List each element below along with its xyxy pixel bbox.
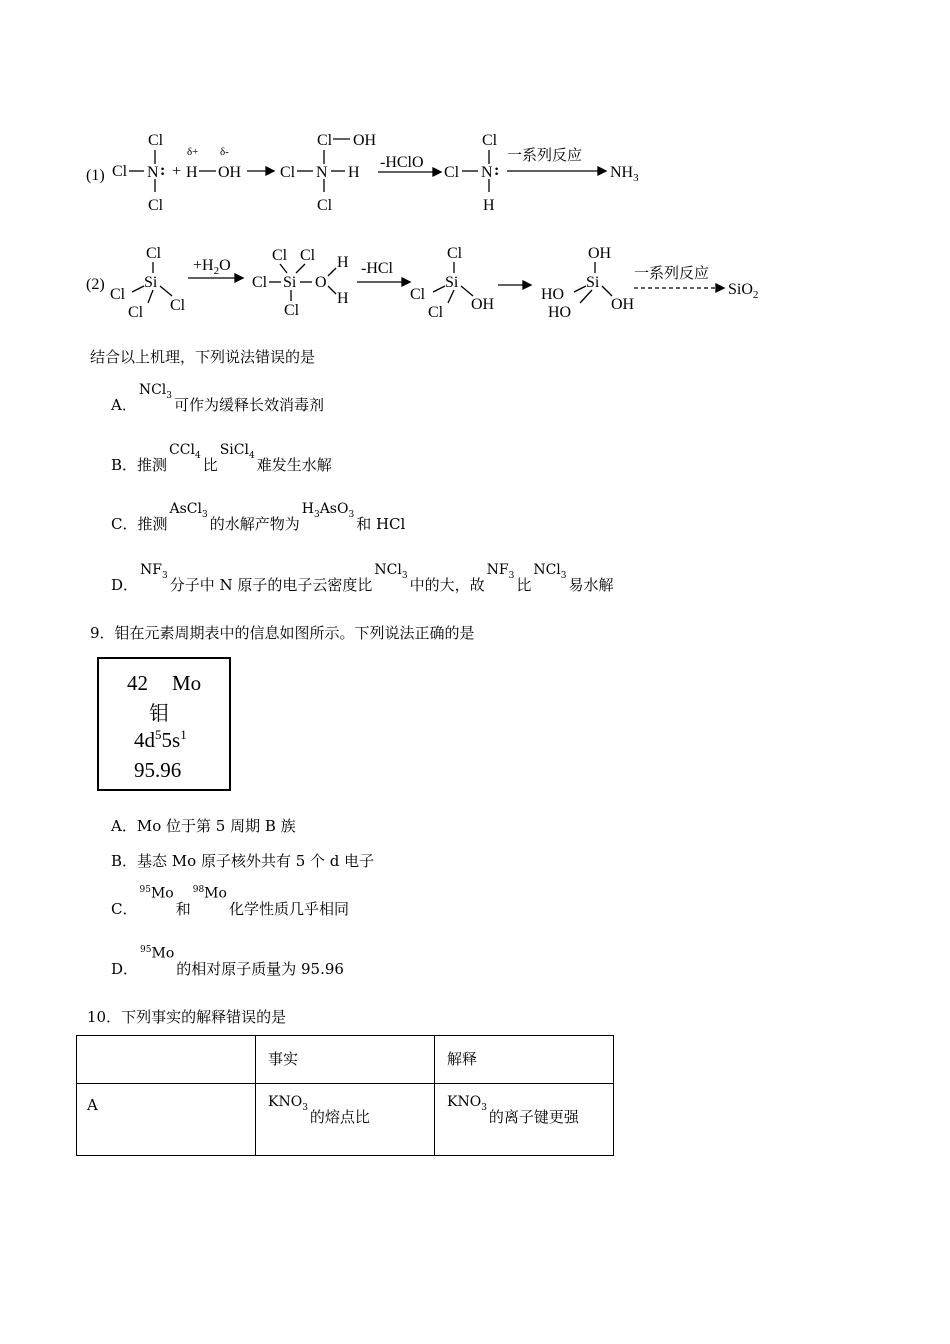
svg-text:H: H [337,254,349,271]
formula-ascl3: AsCl$_3$ [169,501,208,520]
svg-text:Cl: Cl [128,304,144,321]
svg-text:δ-: δ- [220,146,229,158]
svg-text:Cl: Cl [170,297,186,314]
q10-stem: 10．下列事实的解释错误的是 [87,1008,287,1026]
formula-sicl4: SiCl$_4$ [219,442,255,461]
svg-text:Cl: Cl [110,286,126,303]
svg-text:Cl: Cl [112,163,128,180]
q8-option-c[interactable]: C．推测AsCl$_3$的水解产物为$H_3AsO_3$和 HCl [111,501,406,533]
svg-text:N: N [316,164,328,181]
svg-text:Cl: Cl [447,245,463,262]
formula-nf3: $NF_3$ [486,562,515,581]
isotope-mo-98: $^{98}$Mo [192,885,227,902]
svg-text:Cl: Cl [444,164,460,181]
nh3-product: $NH_3$ [610,164,639,184]
formula-nf3: $NF_3$ [140,562,168,581]
svg-text:OH: OH [611,296,635,313]
formula-ncl3: NCl$_3$ [533,562,567,581]
formula-ncl3: NCl$_3$ [138,382,173,401]
q9-option-a[interactable]: A．Mo 位于第 5 周期 B 族 [111,817,296,835]
svg-text:H: H [186,164,198,181]
table-header-row [77,1036,614,1084]
svg-text:N: N [481,164,493,181]
svg-text:Cl: Cl [284,302,300,319]
svg-text:Cl: Cl [317,132,333,149]
electron-config: $4d^55s^1$ [134,727,187,752]
q9-option-d[interactable]: D．$^{95}$Mo的相对原子质量为 95.96 [111,945,344,978]
formula-ccl4: CCl$_4$ [169,442,201,461]
atomic-number: 42 [127,671,148,695]
reaction-2-label: (2) [86,276,105,293]
table-cell: $KNO_3$的离子键更强 [435,1084,614,1156]
svg-text:Si: Si [283,274,297,291]
formula-ncl3: NCl$_3$ [374,562,408,581]
svg-text:一系列反应: 一系列反应 [507,146,583,164]
svg-text:Cl: Cl [482,132,498,149]
svg-text:N: N [147,164,159,181]
svg-text:OH: OH [588,245,612,262]
formula-kno3: $KNO_3$ [447,1094,487,1113]
svg-text:-HClO: -HClO [380,154,424,171]
svg-text::: : [160,162,166,179]
svg-text::: : [494,162,500,179]
svg-text:-HCl: -HCl [361,260,393,277]
q9-option-c[interactable]: C．$^{95}$Mo和$^{98}$Mo化学性质几乎相同 [111,885,349,918]
svg-text:H: H [337,290,349,307]
table-header: 解释 [435,1036,614,1084]
svg-text:+: + [172,163,182,180]
isotope-mo-95: $^{95}$Mo [139,885,174,902]
svg-text:Cl: Cl [428,304,444,321]
svg-text:Cl: Cl [317,197,333,214]
svg-text:Cl: Cl [410,286,426,303]
q9-option-b[interactable]: B．基态 Mo 原子核外共有 5 个 d 电子 [111,852,375,870]
svg-text:O: O [315,274,327,291]
q8-option-d[interactable]: D．$NF_3$分子中 N 原子的电子云密度比NCl$_3$中的大，故$NF_3$比NCl$_3$易水解 [111,562,614,594]
svg-text:Si: Si [144,274,158,291]
svg-text:H: H [348,164,360,181]
q8-option-a[interactable]: A．NCl$_3$可作为缓释长效消毒剂 [111,382,325,414]
q9-stem: 9．钼在元素周期表中的信息如图所示。下列说法正确的是 [90,624,475,642]
svg-text:HO: HO [541,286,565,303]
svg-text:OH: OH [353,132,377,149]
mechanism-2 [80,240,780,325]
svg-text:OH: OH [218,164,242,181]
svg-text:δ+: δ+ [187,146,199,158]
table-row [77,1084,614,1156]
element-name: 钼 [149,701,169,725]
formula-kno3: $KNO_3$ [268,1094,308,1113]
svg-text:OH: OH [471,296,495,313]
isotope-mo-95: $^{95}$Mo [140,945,175,962]
periodic-element-card [97,657,231,791]
table-cell: $KNO_3$的熔点比 [256,1084,435,1156]
svg-text:一系列反应: 一系列反应 [634,264,710,282]
formula-h3aso3: $H_3AsO_3$ [301,501,355,520]
svg-text:Cl: Cl [146,245,162,262]
svg-text:Si: Si [586,274,600,291]
svg-text:Cl: Cl [252,274,268,291]
facts-table [76,1035,614,1156]
reaction-1-label: (1) [86,167,105,184]
q8-stem: 结合以上机理，下列说法错误的是 [90,348,316,366]
svg-text:Cl: Cl [148,197,164,214]
svg-text:Cl: Cl [272,247,288,264]
svg-text:H: H [483,197,495,214]
svg-text:+H2O: $+H_2O$ [193,257,231,277]
svg-text:HO: HO [548,304,572,321]
table-cell: A [77,1084,256,1156]
svg-text:Cl: Cl [280,164,296,181]
table-header: 事实 [256,1036,435,1084]
table-header [77,1036,256,1084]
svg-text:Cl: Cl [148,132,164,149]
svg-text:Cl: Cl [300,247,316,264]
svg-text:Si: Si [445,274,459,291]
mechanism-1 [80,120,780,220]
atomic-mass: 95.96 [134,758,182,782]
q8-option-b[interactable]: B．推测CCl$_4$比SiCl$_4$难发生水解 [111,442,332,474]
element-symbol: Mo [172,671,202,695]
sio2-product: SiO$_2$ [728,281,759,301]
